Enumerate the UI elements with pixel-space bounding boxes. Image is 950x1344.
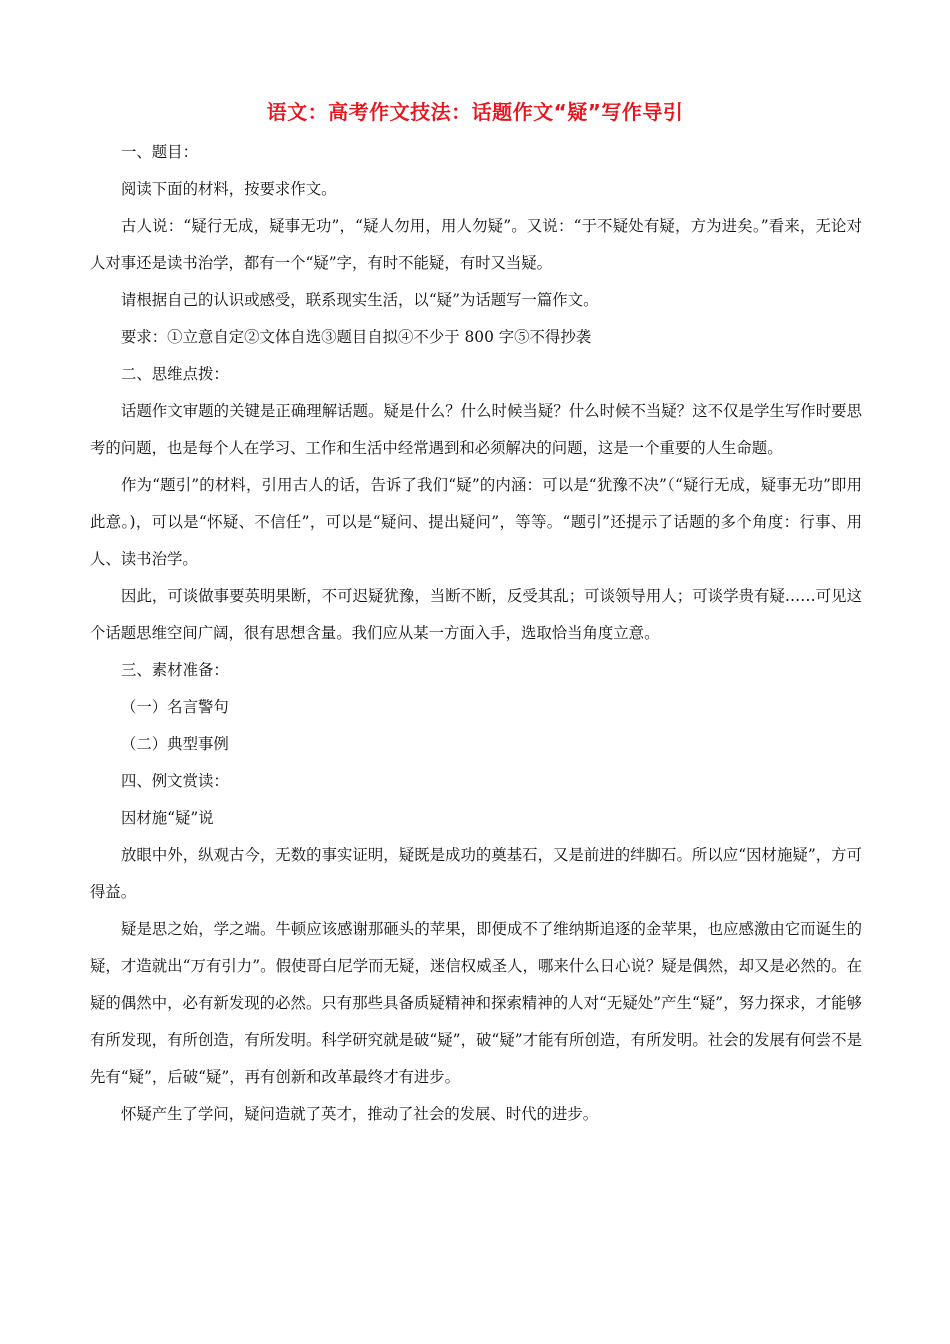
section-heading-topic: 一、题目：: [121, 143, 198, 161]
paragraph: 请根据自己的认识或感受，联系现实生活，以“疑”为话题写一篇作文。: [121, 291, 599, 309]
subsection-heading-examples: （二）典型事例: [121, 735, 229, 753]
paragraph: 话题作文审题的关键是正确理解话题。疑是什么？什么时候当疑？什么时候不当疑？这不仅是学生写作时要思考的问题，也是每个人在学习、工作和生活中经常遇到和必须解决的问题，这是一个重要的人生命题。: [90, 402, 862, 457]
subsection-heading-quotes: （一）名言警句: [121, 698, 229, 716]
sample-essay-title: 因材施“疑”说: [121, 809, 214, 827]
section-heading-materials: 三、素材准备：: [121, 661, 229, 679]
requirements-line: 要求：①立意自定②文体自选③题目自拟④不少于 800 字⑤不得抄袭: [121, 328, 592, 346]
paragraph: 古人说：“疑行无成，疑事无功”，“疑人勿用，用人勿疑”。又说：“于不疑处有疑，方为进矣。”看来，无论对人对事还是读书治学，都有一个“疑”字，有时不能疑，有时又当疑。: [90, 217, 862, 272]
paragraph: 阅读下面的材料，按要求作文。: [121, 180, 337, 198]
paragraph: 疑是思之始，学之端。牛顿应该感谢那砸头的苹果，即便成不了维纳斯追逐的金苹果，也应感激由它而诞生的疑，才造就出“万有引力”。假使哥白尼学而无疑，迷信权威圣人，哪来什么日心说？疑是偶然，却又是必然的。在疑的偶然中，必有新发现的必然。只有那些具备质疑精神和探索精神的人对“无疑处”产生“疑”，努力探求，才能够有所发现，有所创造，有所发明。科学研究就是破“疑”，破“疑”才能有所创造，有所发明。社会的发展有何尝不是先有“疑”，后破“疑”，再有创新和改革最终才有进步。: [90, 920, 862, 1086]
document-title: 语文：高考作文技法：话题作文“疑”写作导引: [266, 100, 684, 124]
section-heading-sample: 四、例文赏读：: [121, 772, 229, 790]
paragraph: 怀疑产生了学问，疑问造就了英才，推动了社会的发展、时代的进步。: [121, 1105, 599, 1123]
section-heading-thinking: 二、思维点拨：: [121, 365, 229, 383]
document-body: [90, 134, 862, 1133]
paragraph: 放眼中外，纵观古今，无数的事实证明，疑既是成功的奠基石，又是前进的绊脚石。所以应“因材施疑”，方可得益。: [90, 846, 862, 901]
paragraph: 因此，可谈做事要英明果断，不可迟疑犹豫，当断不断，反受其乱；可谈领导用人；可谈学贵有疑……可见这个话题思维空间广阔，很有思想含量。我们应从某一方面入手，选取恰当角度立意。: [90, 587, 862, 642]
paragraph: 作为“题引”的材料，引用古人的话，告诉了我们“疑”的内涵：可以是“犹豫不决”（“疑行无成，疑事无功”即用此意。)，可以是“怀疑、不信任”，可以是“疑问、提出疑问”，等等。“题引”还提示了话题的多个角度：行事、用人、读书治学。: [90, 476, 862, 568]
